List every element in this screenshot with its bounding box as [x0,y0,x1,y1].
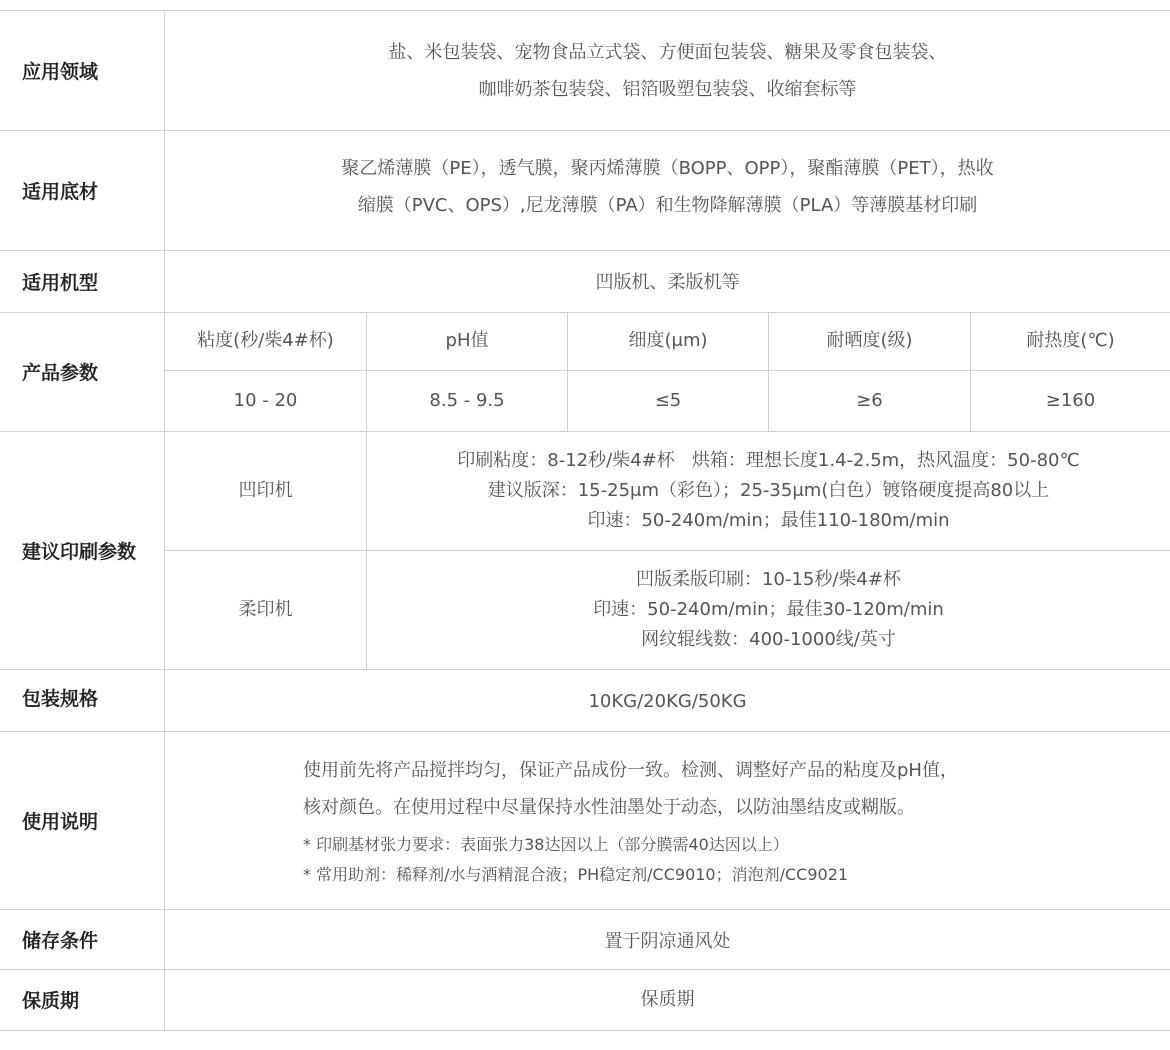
param-header-heat-resistance: 耐热度(℃) [1026,330,1115,351]
table-top-border [0,10,1170,11]
substrate-line: 聚乙烯薄膜（PE），透气膜，聚丙烯薄膜（BOPP、OPP），聚酯薄膜（PET），热收 [341,158,994,179]
row-label-packaging: 包装规格 [22,687,99,710]
gravure-cell [367,431,1170,550]
substrate-cell [165,130,1170,244]
param-value-ph: 8.5 - 9.5 [429,390,505,411]
row-divider [0,669,1170,670]
param-value-heat-resistance: ≥160 [1045,390,1096,411]
param-header-lightfastness: 耐晒度(级) [826,330,913,351]
param-value-fineness: ≤5 [654,390,682,411]
flexo-line: 凹版柔版印刷：10-15秒/柴4#杯 [636,569,901,590]
row-label-storage: 储存条件 [22,929,99,952]
application-line: 咖啡奶茶包装袋、铝箔吸塑包装袋、收缩套标等 [478,79,857,100]
gravure-line: 印刷粘度：8-12秒/柴4#杯 烘箱：理想长度1.4-2.5m，热风温度：50-80℃ [457,449,1080,471]
param-header-viscosity: 粘度(秒/柴4#杯) [197,330,334,351]
usage-note: * 常用助剂：稀释剂/水与酒精混合液；PH稳定剂/CC9010；消泡剂/CC9021 [303,865,849,884]
flexo-label: 柔印机 [238,599,293,620]
application-cell [165,16,1170,130]
usage-line: 使用前先将产品搅拌均匀，保证产品成份一致。检测、调整好产品的粘度及pH值， [303,760,958,781]
row-divider [0,909,1170,910]
shelf-life-value: 保质期 [640,988,695,1010]
flexo-line: 印速：50-240m/min；最佳30-120m/min [593,599,944,620]
table-bottom-border [0,1030,1170,1031]
packaging-value: 10KG/20KG/50KG [588,691,747,712]
gravure-line: 印速：50-240m/min；最佳110-180m/min [587,509,950,531]
substrate-line: 缩膜（PVC、OPS）,尼龙薄膜（PA）和生物降解薄膜（PLA）等薄膜基材印刷 [357,195,978,216]
row-divider [0,250,1170,251]
usage-note: * 印刷基材张力要求：表面张力38达因以上（部分膜需40达因以上） [303,835,789,854]
row-label-usage: 使用说明 [22,810,99,833]
application-line: 盐、米包装袋、宠物食品立式袋、方便面包装袋、糖果及零食包装袋、 [388,42,947,63]
row-label-params: 产品参数 [22,362,99,384]
gravure-label: 凹印机 [238,479,293,501]
param-value-viscosity: 10 - 20 [233,390,298,411]
param-header-ph: pH值 [445,330,489,351]
row-label-shelf-life: 保质期 [22,990,80,1012]
flexo-cell [367,551,1170,669]
row-label-application: 应用领域 [22,60,99,83]
storage-value: 置于阴凉通风处 [604,931,731,952]
flexo-line: 网纹辊线数：400-1000线/英寸 [641,629,896,650]
usage-line: 核对颜色。在使用过程中尽量保持水性油墨处于动态，以防油墨结皮或糊版。 [303,797,915,818]
gravure-line: 建议版深：15-25μm（彩色）；25-35μm(白色）镀铬硬度提高80以上 [487,479,1050,501]
row-label-machine: 适用机型 [22,271,99,294]
row-label-substrate: 适用底材 [22,180,99,203]
usage-cell [303,731,1163,909]
row-label-printing: 建议印刷参数 [22,541,137,563]
machine-value: 凹版机、柔版机等 [595,272,740,293]
param-value-lightfastness: ≥6 [856,390,883,411]
param-header-fineness: 细度(μm) [628,330,708,351]
